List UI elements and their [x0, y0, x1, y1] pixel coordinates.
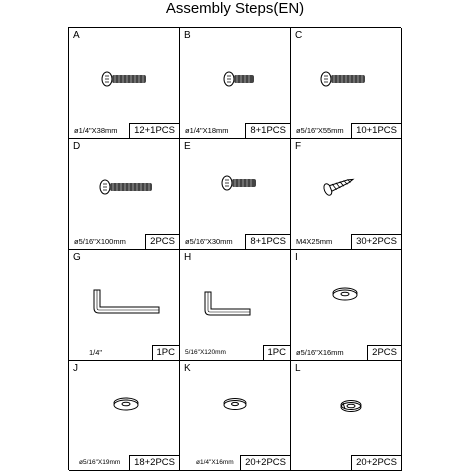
- part-qty: 20+2PCS: [351, 455, 402, 471]
- part-cell-i: [291, 250, 402, 361]
- part-cell-a: [69, 28, 180, 139]
- page-title: Assembly Steps(EN): [165, 0, 305, 17]
- part-qty: 18+2PCS: [129, 455, 180, 471]
- part-cell-l: [291, 361, 402, 471]
- part-letter: K: [184, 363, 191, 374]
- part-cell-f: [291, 139, 402, 250]
- part-qty: 8+1PCS: [245, 234, 291, 250]
- part-spec: ø1/4"X16mm: [196, 459, 234, 466]
- part-cell-g: [69, 250, 180, 361]
- part-letter: F: [295, 141, 302, 152]
- part-letter: D: [73, 141, 81, 152]
- part-qty: 30+2PCS: [351, 234, 402, 250]
- part-letter: A: [73, 30, 80, 41]
- part-spec: ø5/16"X100mm: [74, 237, 126, 246]
- part-spec: ø1/4"X18mm: [185, 126, 229, 135]
- part-spec: ø5/16"X55mm: [296, 126, 344, 135]
- part-spec: M4X25mm: [296, 237, 333, 246]
- part-spec: ø5/16"X16mm: [296, 348, 344, 357]
- part-cell-j: [69, 361, 180, 471]
- part-cell-d: [69, 139, 180, 250]
- part-cell-c: [291, 28, 402, 139]
- part-qty: 1PC: [263, 345, 291, 361]
- part-letter: I: [295, 252, 298, 263]
- part-qty: 1PC: [152, 345, 180, 361]
- part-qty: 12+1PCS: [129, 123, 180, 139]
- part-qty: 2PCS: [145, 234, 180, 250]
- part-spec: ø1/4"X38mm: [74, 126, 118, 135]
- part-spec: ø5/16"X19mm: [79, 459, 121, 466]
- part-letter: G: [73, 252, 81, 263]
- part-cell-k: [180, 361, 291, 471]
- part-spec: ø5/16"X30mm: [185, 237, 233, 246]
- part-cell-h: [180, 250, 291, 361]
- part-spec: 5/16"X120mm: [185, 349, 226, 356]
- part-qty: 8+1PCS: [245, 123, 291, 139]
- part-cell-b: [180, 28, 291, 139]
- part-letter: B: [184, 30, 191, 41]
- part-letter: J: [73, 363, 78, 374]
- parts-grid: [68, 27, 401, 470]
- part-letter: H: [184, 252, 192, 263]
- part-qty: 2PCS: [367, 345, 402, 361]
- part-spec: 1/4": [89, 348, 103, 357]
- part-qty: 10+1PCS: [351, 123, 402, 139]
- part-letter: E: [184, 141, 191, 152]
- part-cell-e: [180, 139, 291, 250]
- part-letter: C: [295, 30, 303, 41]
- part-letter: L: [295, 363, 301, 374]
- part-qty: 20+2PCS: [240, 455, 291, 471]
